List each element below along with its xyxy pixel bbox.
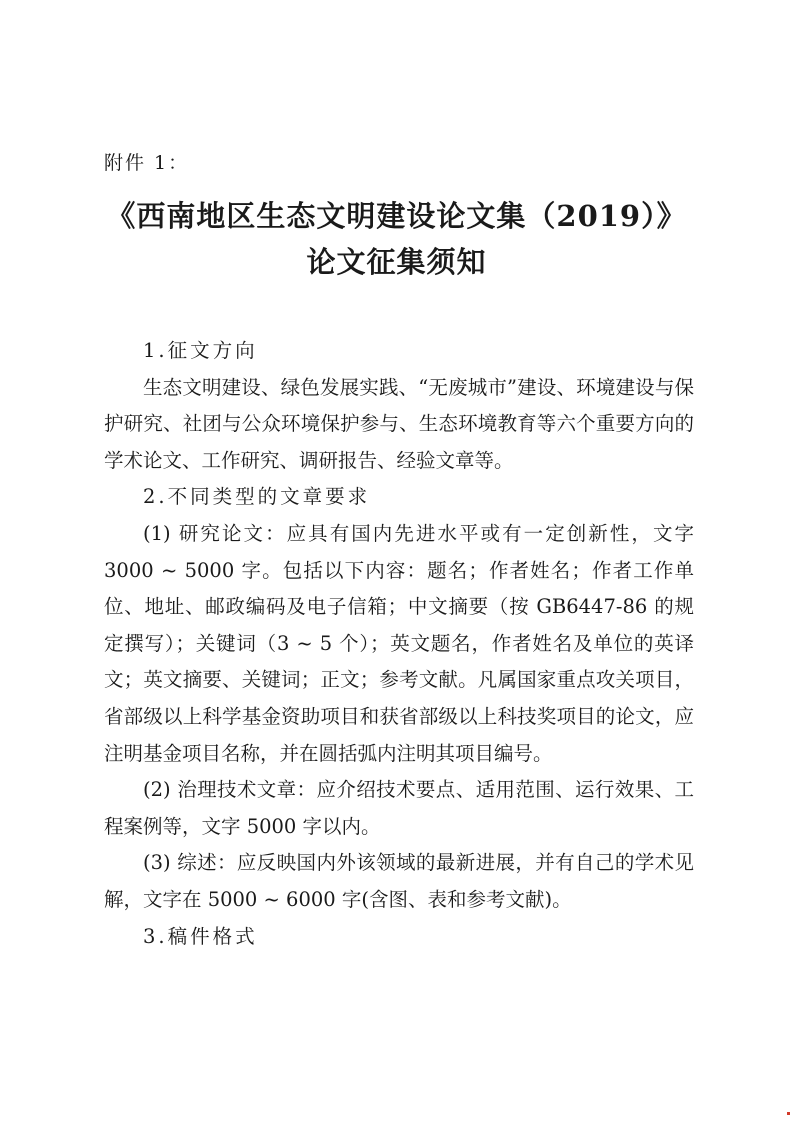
section-heading-1: 1.征文方向 (143, 339, 258, 362)
document-body (104, 333, 694, 955)
section-heading-3: 3.稿件格式 (143, 924, 258, 948)
requirement-review: (3) 综述：应反映国内外该领域的最新进展，并有自己的学术见解，文字在 5000 ~ 6000 字(含图、表和参考文献)。 (104, 851, 694, 911)
requirement-research-paper: (1) 研究论文：应具有国内先进水平或有一定创新性，文字3000 ~ 5000 字。包括以下内容：题名；作者姓名；作者工作单位、地址、邮政编码及电子信箱；中文摘要（按 GB6447-86 的规定撰写）；关键词（3 ~ 5 个）；英文题名，作者姓名及单位的英译文；英文摘要、关键词；正文；参考文献。凡属国家重点攻关项目，省部级以上科学基金资助项目和获省部级以上科技奖项目的论文，应注明基金项目名称，并在圆括弧内注明其项目编号。 (104, 521, 694, 765)
attachment-label: 附件 1： (104, 152, 190, 174)
section-heading-2: 2.不同类型的文章要求 (143, 485, 371, 509)
section-paragraph-1: 生态文明建设、绿色发展实践、“无废城市”建设、环境建设与保护研究、社团与公众环境保护参与、生态环境教育等六个重要方向的学术论文、工作研究、调研报告、经验文章等。 (104, 375, 694, 472)
document-title: 《西南地区生态文明建设论文集（2019）》 (106, 199, 687, 233)
corner-mark (787, 1112, 790, 1115)
requirement-technical-article: (2) 治理技术文章：应介绍技术要点、适用范围、运行效果、工程案例等，文字 5000 字以内。 (104, 778, 694, 838)
document-subtitle: 论文征集须知 (306, 245, 487, 279)
